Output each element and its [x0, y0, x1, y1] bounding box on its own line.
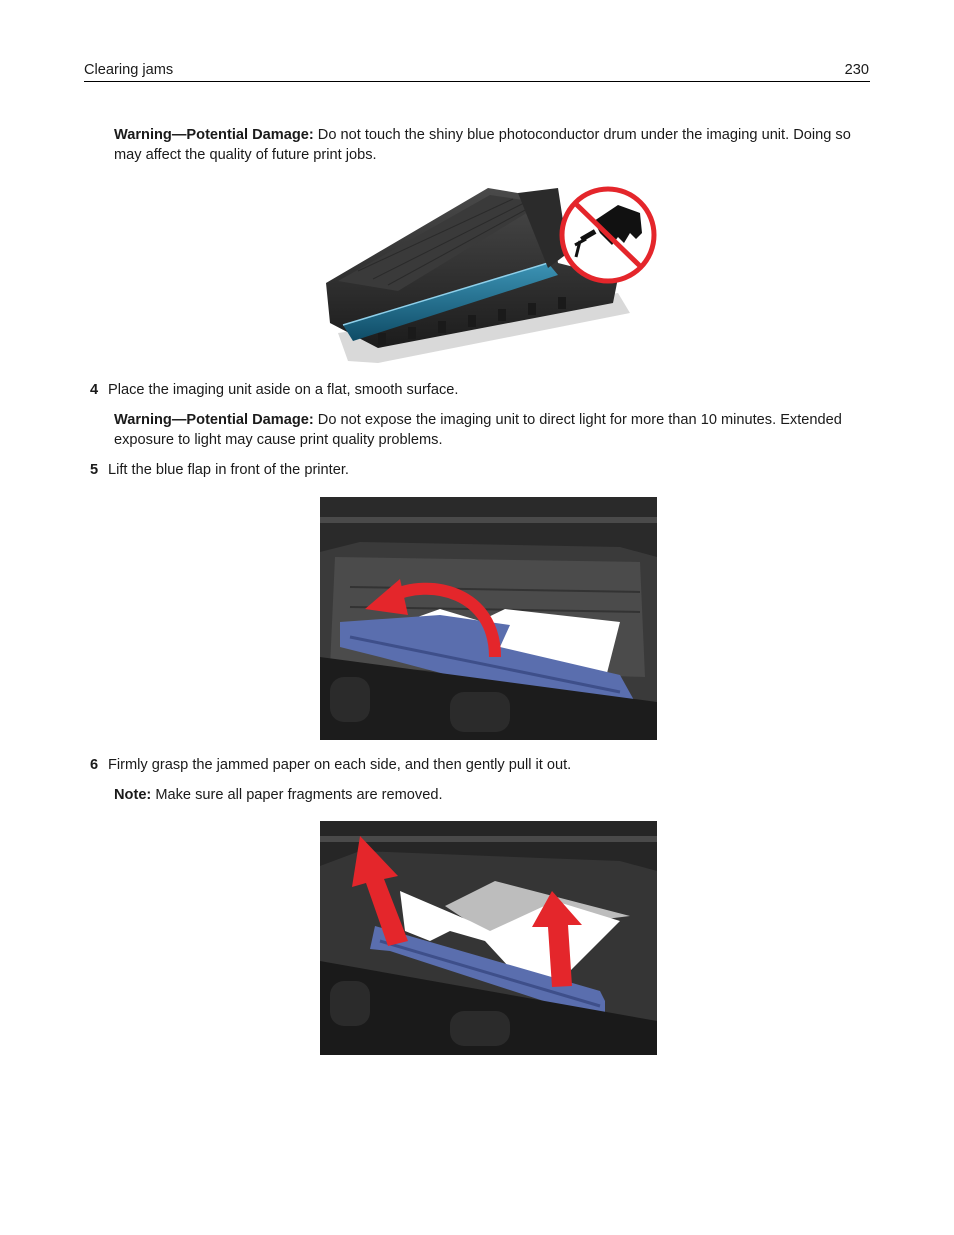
step-text: Firmly grasp the jammed paper on each side, and then gently pull it out. [108, 757, 572, 773]
lift-flap-figure [320, 497, 657, 740]
warning-text: Do not expose the imaging unit to direct light for more than 10 minutes. Extended exposure to light may cause print quality problems. [114, 412, 842, 448]
step-5 [90, 460, 349, 480]
warning-text: Do not touch the shiny blue photoconductor drum under the imaging unit. Doing so may affect the quality of future print jobs. [114, 127, 851, 163]
step-number: 4 [90, 382, 99, 398]
no-touch-prohibition-icon [562, 189, 654, 281]
header-rule [84, 81, 870, 82]
warning-drum-note [114, 125, 874, 165]
imaging-unit-illustration [318, 183, 660, 365]
page-number: 230 [844, 62, 869, 78]
warning-light-note [114, 410, 874, 450]
warning-label: Warning—Potential Damage: [114, 412, 314, 428]
note-fragments [114, 785, 874, 805]
step-text: Place the imaging unit aside on a flat, smooth surface. [108, 382, 459, 398]
step-6 [90, 755, 571, 775]
step-number: 5 [90, 462, 99, 478]
imaging-unit-figure [318, 183, 660, 365]
lift-flap-illustration [320, 497, 657, 740]
warning-label: Warning—Potential Damage: [114, 127, 314, 143]
step-number: 6 [90, 757, 99, 773]
step-text: Lift the blue flap in front of the printer. [108, 462, 349, 478]
note-text: Make sure all paper fragments are removed. [151, 787, 443, 803]
pull-paper-figure [320, 821, 657, 1055]
note-label: Note: [114, 787, 152, 803]
pull-paper-illustration [320, 821, 657, 1055]
step-4 [90, 380, 458, 400]
page-header-title: Clearing jams [84, 62, 174, 78]
